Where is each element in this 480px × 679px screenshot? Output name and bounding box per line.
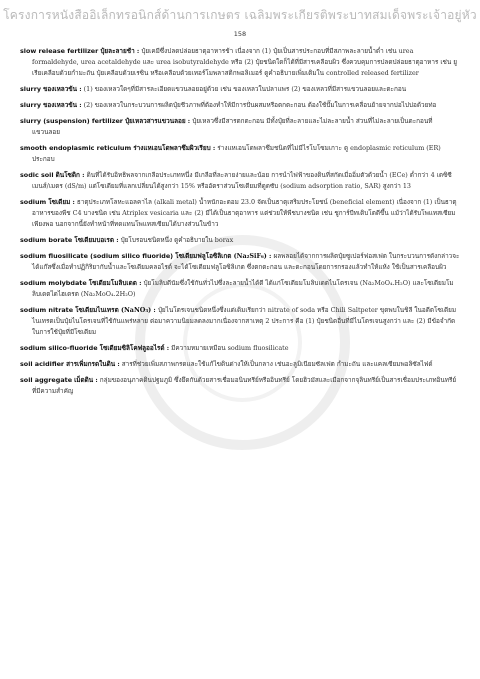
- entry-thai-term: โซเดียมบอเรต :: [74, 236, 119, 244]
- entry-definition: มีความหมายเหมือน sodium fluosilicate: [171, 344, 289, 352]
- entry-thai-term: โซเดียมโมลิบเดต :: [88, 278, 142, 287]
- glossary-entry: [20, 116, 460, 138]
- entry-definition: ปุ๋ยโบรอนชนิดหนึ่ง ดูคำอธิบายใน borax: [120, 236, 234, 244]
- entry-term: slow release fertilizer: [20, 47, 99, 55]
- glossary-entry: [20, 197, 460, 231]
- entry-definition: ปุ๋ยโมลิบดีนัมซึ่งใช้กันทั่วไปซึ่งละลายน้ำได้ดี ได้แก่โซเดียมโมลิบเดตไนโตรเจน (Na₂MoO₄.H₂O) และโซเดียมโมลิบเดตไดไฮเดรต (Na₂MoO₄.2H₂O): [32, 278, 454, 298]
- entry-term: sodium nitrate: [20, 305, 74, 314]
- entry-thai-term: สารเพิ่มกรดในดิน :: [66, 359, 120, 368]
- entry-thai-term: ดินโซดิก :: [55, 170, 85, 179]
- glossary-entry: [20, 46, 460, 80]
- glossary-entry: [20, 305, 460, 339]
- entry-definition: กลุ่มของอนุภาคดินปฐมภูมิ ซึ่งยึดกันด้วยสารเชื่อมอนินทรีย์หรืออินทรีย์ โดยฮิวมัสและเมือกจากจุลินทรีย์เป็นสารเชื่อมประเภทอินทรีย์ที่มีความสำคัญ: [32, 375, 457, 395]
- page-number: 158: [233, 30, 247, 38]
- entry-thai-term: ปุ๋ยละลายช้า :: [100, 47, 140, 55]
- entry-definition: ปุ๋ยเคมีซึ่งปลดปล่อยธาตุอาหารช้า เนื่องจาก (1) ปุ๋ยเป็นสารประกอบที่มีสภาพละลายน้ำต่ำ เช่น urea formaldehyde, urea acetaldehyde และ urea isobutyraldehyde หรือ (2) ปุ๋ยชนิดใดก็ได้ที่มีสารเคลือบผิว ซึ่งควบคุมการปลดปล่อยธาตุอาหาร เช่น ยูเรียเคลือบด้วยกำมะถัน ปุ๋ยเคลือบด้วยเรซิน หรือเคลือบด้วยเทอร์โมพลาสติกพอลิเมอร์ ดูคำอธิบายเพิ่มเติมใน controlled released fertilizer: [32, 47, 458, 78]
- entry-term: soil aggregate: [20, 375, 73, 384]
- entry-term: sodic soil: [20, 170, 54, 179]
- entry-definition: ดินที่ได้รับอิทธิพลจากเกลือประเภทหนึ่ง มีเกลือที่ละลายง่ายและน้อย การนำไฟฟ้าของดินที่สกัดเมื่ออิ่มตัวด้วยน้ำ (ECe) ต่ำกว่า 4 เดซิซีเมนส์/เมตร (dS/m) แต่โซเดียมที่แลกเปลี่ยนได้สูงกว่า 15% หรืออัตราส่วนโซเดียมที่ดูดซับ (sodium adsorption ratio, SAR) สูงกว่า 13: [32, 170, 452, 190]
- glossary-entry: [20, 143, 460, 165]
- entry-thai-term: โซเดียมไนเทรต (NaNO₃) :: [75, 305, 156, 314]
- entry-definition: ผลพลอยได้จากการผลิตปุ๋ยซูเปอร์ฟอสเฟต ในกระบวนการดังกล่าวจะได้แก๊สซึ่งเมื่อทำปฏิกิริยากับน้ำและโซเดียมคลอไรด์ จะได้โซเดียมฟลูโอซิลิเกต ซึ่งตกตะกอน และตะกอนโดยการกรองแล้วทำให้แห้ง ใช้เป็นสารเคลือบผิว: [32, 251, 460, 271]
- entry-thai-term: ร่างแหเอนโดพลาซึมผิวเรียบ :: [133, 143, 216, 152]
- entry-thai-term: ปุ๋ยเหลวสารแขวนลอย :: [125, 116, 191, 125]
- entry-thai-term: โซเดียมซิลิโคฟลูออไรด์ :: [99, 344, 170, 352]
- entry-thai-term: เม็ดดิน :: [74, 375, 98, 384]
- entry-term: sodium borate: [20, 236, 73, 244]
- glossary-entry: [20, 359, 460, 370]
- entry-term: sodium: [20, 197, 47, 206]
- entry-term: slurry (suspension) fertilizer: [20, 116, 123, 125]
- entry-definition: ปุ๋ยไนโตรเจนชนิดหนึ่งซึ่งแต่เดิมเรียกว่า nitrate of soda หรือ Chili Saltpeter ขุดพบในชิลี ในอดีตโซเดียมไนเทรตเป็นปุ๋ยไนโตรเจนที่ใช้กันแพร่หลาย ต่อมาความนิยมลดลงมากเนื่องจากสาเหตุ 2 ประการ คือ (1) ปุ๋ยชนิดอื่นที่มีไนโตรเจนสูงกว่า และ (2) มีข้อจำกัดในการใช้ปุ๋ยที่มีโซเดียม: [32, 305, 457, 337]
- entry-term: sodium molybdate: [20, 278, 87, 287]
- glossary-entry: [20, 170, 460, 192]
- glossary-entry: [20, 251, 460, 273]
- glossary-entry: [20, 278, 460, 300]
- entry-definition: สารที่ช่วยเพิ่มสภาพกรดและใช้แก้ไขดินด่างให้เป็นกลาง เช่นอะลูมิเนียมซัลเฟต กำมะถัน และแคลเซียมพอลิซัลไฟด์: [121, 359, 433, 368]
- entry-definition: (2) ของเหลวในกระบวนการผลิตปุ๋ยชีวภาพที่ต้องทำให้มีการปั่นผสมหรือตกตะกอน ต้องใช้ปั๊มในการเคลื่อนย้ายจากบ่อไปบ่อด้วยท่อ: [83, 101, 437, 109]
- entry-thai-term: โซเดียมฟลูโอซิลิเกต (Na₂SiF₆) :: [175, 251, 272, 260]
- entry-definition: ร่างแหเอนโดพลาซึมชนิดที่ไม่มีไรโบโซมเกาะ ดู endoplasmic reticulum (ER) ประกอบ: [32, 143, 441, 163]
- glossary-entry: [20, 100, 460, 111]
- entry-definition: ปุ๋ยเหลวซึ่งมีสารตกตะกอน มีทั้งปุ๋ยที่ละลายและไม่ละลายน้ำ ส่วนที่ไม่ละลายเป็นตะกอนที่แขวนลอย: [32, 116, 433, 136]
- entry-thai-term: โซเดียม :: [48, 197, 75, 206]
- entry-term: sodium silico-fluoride: [20, 344, 98, 352]
- glossary-entry: [20, 84, 460, 95]
- entry-term: slurry: [20, 85, 42, 94]
- glossary-entry: [20, 235, 460, 246]
- entry-definition: ธาตุประเภทโลหะแอลคาไล (alkali metal) น้ำหนักอะตอม 23.0 จัดเป็นธาตุเสริมประโยชน์ (beneficial element) เนื่องจาก (1) เป็นธาตุอาหารของพืช C4 บางชนิด เช่น Atriplex vesicaria และ (2) มีได้เป็นธาตุอาหาร แต่ช่วยให้พืชบางชนิด เช่น ชูการ์บีทเติบโตดีขึ้น แม้ว่าได้รับโพแทสเซียมเพียงพอ นอกจากนี้ยังทำหน้าที่ทดแทนโพแทสเซียมได้บางส่วนในข้าว: [32, 197, 457, 229]
- glossary-entry: [20, 375, 460, 397]
- entry-term: sodium fluosilicate (sodium silico fluoride): [20, 251, 174, 260]
- page-header: โครงการหนังสืออิเล็กทรอนิกส์ด้านการเกษตร เฉลิมพระเกียรติพระบาทสมเด็จพระเจ้าอยู่หัว: [3, 8, 477, 22]
- entry-thai-term: ของเหลวข้น :: [43, 101, 82, 109]
- entry-thai-term: ของเหลวข้น :: [43, 85, 82, 94]
- entry-term: soil acidifier: [20, 359, 65, 368]
- glossary-entries: [20, 46, 460, 402]
- entry-term: smooth endoplasmic reticulum: [20, 143, 132, 152]
- entry-term: slurry: [20, 101, 42, 109]
- entry-definition: (1) ของเหลวใดๆที่มีสารละเอียดแขวนลอยอยู่ด้วย เช่น ของเหลวในปลาแพร (2) ของเหลวที่มีสารแขวนลอยและตะกอน: [83, 85, 407, 94]
- glossary-entry: [20, 343, 460, 354]
